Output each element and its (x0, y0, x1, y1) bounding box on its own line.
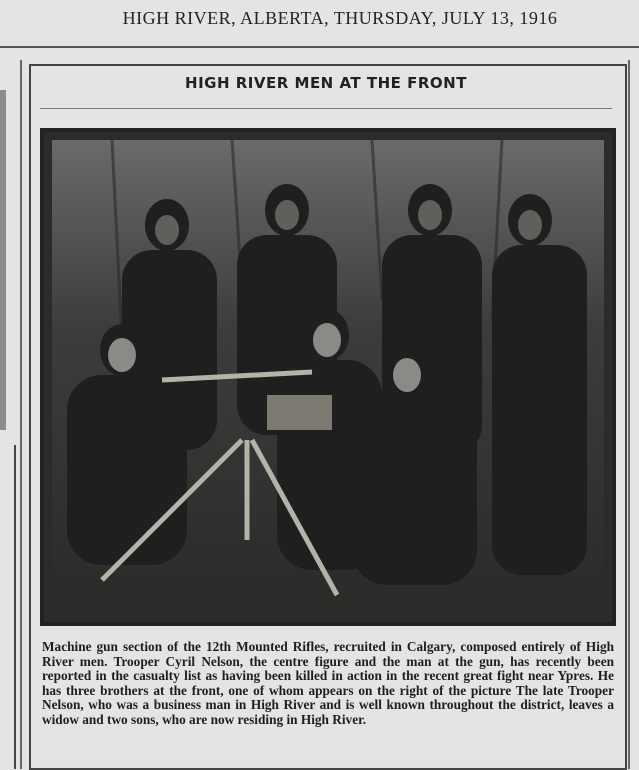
photo-frame (40, 128, 616, 626)
column-divider-right (628, 60, 630, 769)
masthead: HIGH RIVER, ALBERTA, THURSDAY, JULY 13, 1916 (122, 8, 558, 28)
masthead-rule (0, 46, 639, 48)
group-photo (52, 140, 604, 614)
adjacent-column-box (0, 445, 16, 769)
title-rule (40, 108, 612, 109)
photo-caption: Machine gun section of the 12th Mounted Rifles, recruited in Calgary, composed entirely of High River men. Trooper Cyril Nelson, the centre figure and the man at the gun, has recently been reported in the casualty list as having been killed in action in the recent great fight near Ypres. He has three brothers at the front, one of whom appears on the right of the picture The late Trooper Nelson, who was a business man in High River and is well known throughout the district, leaves a widow and two sons, who are now residing in High River. (42, 639, 614, 727)
adjacent-column-fragment (0, 90, 6, 430)
article-title: HIGH RIVER MEN AT THE FRONT (185, 74, 467, 92)
column-divider-left (20, 60, 22, 769)
